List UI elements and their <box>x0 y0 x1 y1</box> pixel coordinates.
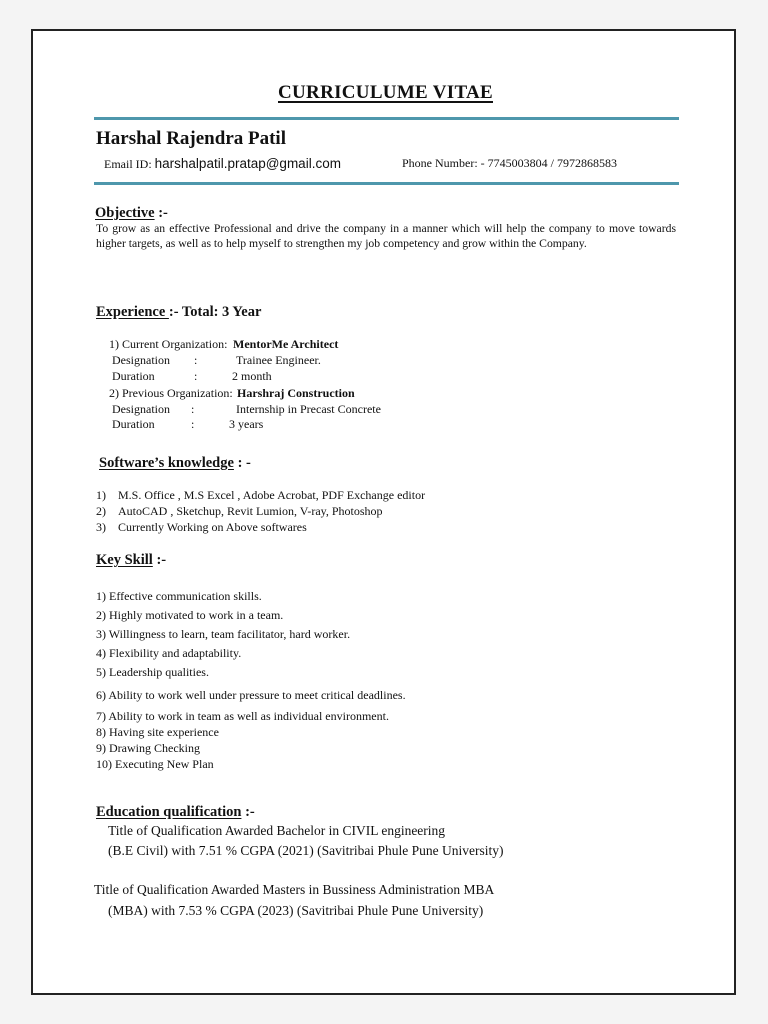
skill-item: 8) Having site experience <box>96 725 219 739</box>
software-item: Currently Working on Above softwares <box>118 520 307 534</box>
header-rule-top <box>94 117 679 120</box>
current-designation-colon: : <box>194 353 198 367</box>
software-item-num: 2) <box>96 504 106 518</box>
skill-item: 4) Flexibility and adaptability. <box>96 646 242 660</box>
software-item: AutoCAD , Sketchup, Revit Lumion, V-ray, Photoshop <box>118 504 383 518</box>
candidate-name: Harshal Rajendra Patil <box>96 128 286 149</box>
skill-item: 2) Highly motivated to work in a team. <box>96 608 284 622</box>
current-duration: 2 month <box>232 369 272 383</box>
email-line <box>104 156 341 172</box>
email-label: Email ID: <box>104 157 155 171</box>
previous-designation: Internship in Precast Concrete <box>236 402 381 416</box>
education-heading: Education qualification :- <box>96 804 255 820</box>
education-line: (MBA) with 7.53 % CGPA (2023) (Savitribai Phule Pune University) <box>108 903 484 918</box>
previous-org-label: 2) Previous Organization: <box>109 386 233 400</box>
document-title: CURRICULUME VITAE <box>278 82 493 103</box>
skill-item: 10) Executing New Plan <box>96 757 214 771</box>
education-line: Title of Qualification Awarded Masters in Bussiness Administration MBA <box>94 882 495 897</box>
previous-duration-colon: : <box>191 417 195 431</box>
current-org-name: MentorMe Architect <box>233 337 339 351</box>
skill-item: 5) Leadership qualities. <box>96 665 209 679</box>
skill-item: 1) Effective communication skills. <box>96 589 262 603</box>
key-skill-heading: Key Skill :- <box>96 552 167 568</box>
education-line: Title of Qualification Awarded Bachelor in CIVIL engineering <box>108 823 446 838</box>
header-rule-bottom <box>94 182 679 185</box>
software-item: M.S. Office , M.S Excel , Adobe Acrobat, PDF Exchange editor <box>118 488 426 502</box>
resume-page <box>31 29 736 995</box>
current-designation: Trainee Engineer. <box>236 353 321 367</box>
objective-heading: Objective :- <box>95 205 168 221</box>
current-duration-colon: : <box>194 369 198 383</box>
previous-org-name: Harshraj Construction <box>237 386 355 400</box>
software-heading: Software’s knowledge : - <box>99 455 251 471</box>
skill-item: 6) Ability to work well under pressure to meet critical deadlines. <box>96 688 406 702</box>
software-item-num: 1) <box>96 488 106 502</box>
skill-item: 7) Ability to work in team as well as individual environment. <box>96 709 389 723</box>
previous-duration: 3 years <box>229 417 264 431</box>
phone-number: Phone Number: - 7745003804 / 7972868583 <box>402 156 617 170</box>
current-org-label: 1) Current Organization: <box>109 337 228 351</box>
skill-item: 3) Willingness to learn, team facilitator, hard worker. <box>96 627 351 641</box>
previous-duration-label: Duration <box>112 417 155 431</box>
previous-designation-colon: : <box>191 402 195 416</box>
skill-item: 9) Drawing Checking <box>96 741 200 755</box>
current-designation-label: Designation <box>112 353 170 367</box>
current-duration-label: Duration <box>112 369 155 383</box>
email-value[interactable]: harshalpatil.pratap@gmail.com <box>154 156 341 171</box>
education-line: (B.E Civil) with 7.51 % CGPA (2021) (Savitribai Phule Pune University) <box>108 843 504 858</box>
previous-designation-label: Designation <box>112 402 170 416</box>
software-item-num: 3) <box>96 520 106 534</box>
experience-heading: Experience :- Total: 3 Year <box>96 304 262 320</box>
objective-text: To grow as an effective Professional and drive the company in a manner which will help the company to move towards higher targets, as well as to help myself to strengthen my job competency and grow within the Company. <box>96 222 676 250</box>
